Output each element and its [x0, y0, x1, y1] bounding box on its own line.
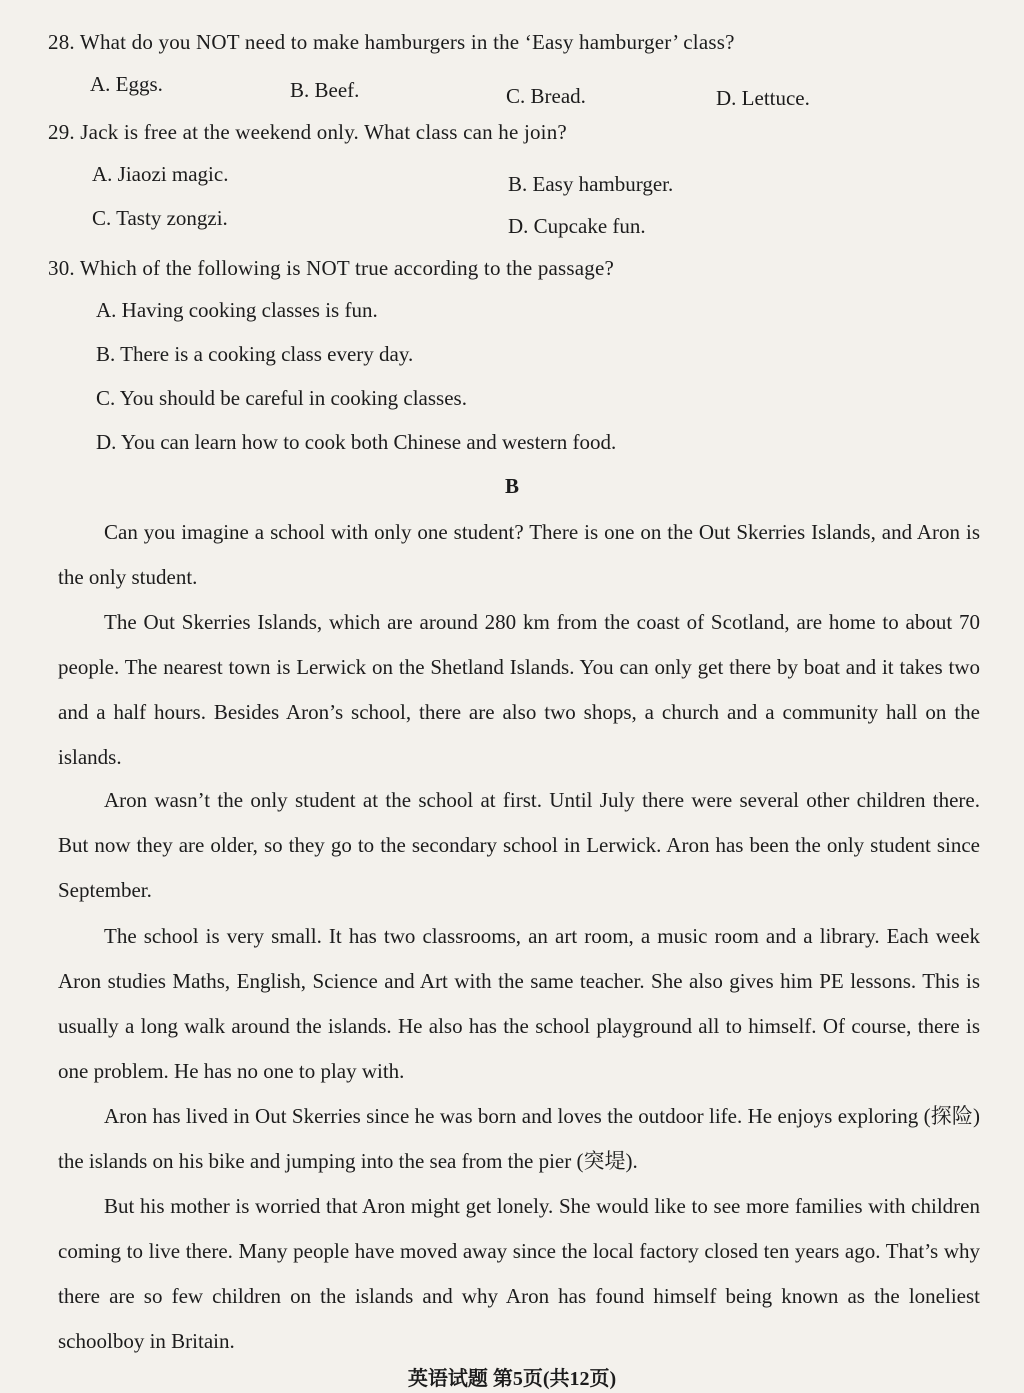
question-29-option-d: D. Cupcake fun. — [508, 214, 646, 238]
question-29-option-b: B. Easy hamburger. — [508, 172, 674, 196]
page-footer: 英语试题 第5页(共12页) — [407, 1368, 617, 1390]
question-30-option-d: D. You can learn how to cook both Chinese and western food. — [96, 430, 617, 454]
question-28-option-d: D. Lettuce. — [716, 86, 810, 110]
paragraph-text: But his mother is worried that Aron might get lonely. She would like to see more families with children coming to live there. Many people have moved away since the local factory closed ten years ago. That’s why there are so few children on the islands and why Aron has found himself being known as the loneliest schoolboy in Britain. — [58, 1194, 980, 1353]
question-30-option-c: C. You should be careful in cooking classes. — [96, 386, 467, 410]
question-28-option-c: C. Bread. — [506, 84, 586, 108]
paragraph-text: The Out Skerries Islands, which are around 280 km from the coast of Scotland, are home to about 70 people. The nearest town is Lerwick on the Shetland Islands. You can only get there by boat and it takes two and a half hours. Besides Aron’s school, there are also two shops, a church and a community hall on the islands. — [58, 610, 980, 769]
question-28-option-a: A. Eggs. — [90, 72, 163, 96]
passage-paragraph-1 — [58, 510, 980, 600]
passage-paragraph-2 — [58, 600, 980, 780]
paragraph-text: The school is very small. It has two classrooms, an art room, a music room and a library. Each week Aron studies Maths, English, Science and Art with the same teacher. She also gives him PE lessons. This is usually a long walk around the islands. He also has the school playground all to himself. Of course, there is one problem. He has no one to play with. — [58, 924, 980, 1083]
passage-paragraph-3 — [58, 778, 980, 913]
question-30-stem: 30. Which of the following is NOT true according to the passage? — [48, 256, 615, 280]
question-29-option-c: C. Tasty zongzi. — [92, 206, 228, 230]
question-30-option-a: A. Having cooking classes is fun. — [96, 298, 378, 322]
question-29-stem: 29. Jack is free at the weekend only. What class can he join? — [48, 120, 567, 144]
paragraph-text: Can you imagine a school with only one student? There is one on the Out Skerries Islands, and Aron is the only student. — [58, 520, 980, 589]
question-28-stem: 28. What do you NOT need to make hamburgers in the ‘Easy hamburger’ class? — [48, 30, 735, 54]
question-28-option-b: B. Beef. — [290, 78, 360, 102]
passage-paragraph-5 — [58, 1094, 980, 1184]
question-30-option-b: B. There is a cooking class every day. — [96, 342, 414, 366]
paragraph-text: Aron has lived in Out Skerries since he was born and loves the outdoor life. He enjoys exploring (探险) the islands on his bike and jumping into the sea from the pier (突堤). — [58, 1104, 980, 1173]
question-29-option-a: A. Jiaozi magic. — [92, 162, 229, 186]
section-b-heading: B — [504, 474, 519, 498]
passage-paragraph-6 — [58, 1184, 980, 1364]
passage-paragraph-4 — [58, 914, 980, 1094]
paragraph-text: Aron wasn’t the only student at the school at first. Until July there were several other children there. But now they are older, so they go to the secondary school in Lerwick. Aron has been the only student since September. — [58, 788, 980, 902]
